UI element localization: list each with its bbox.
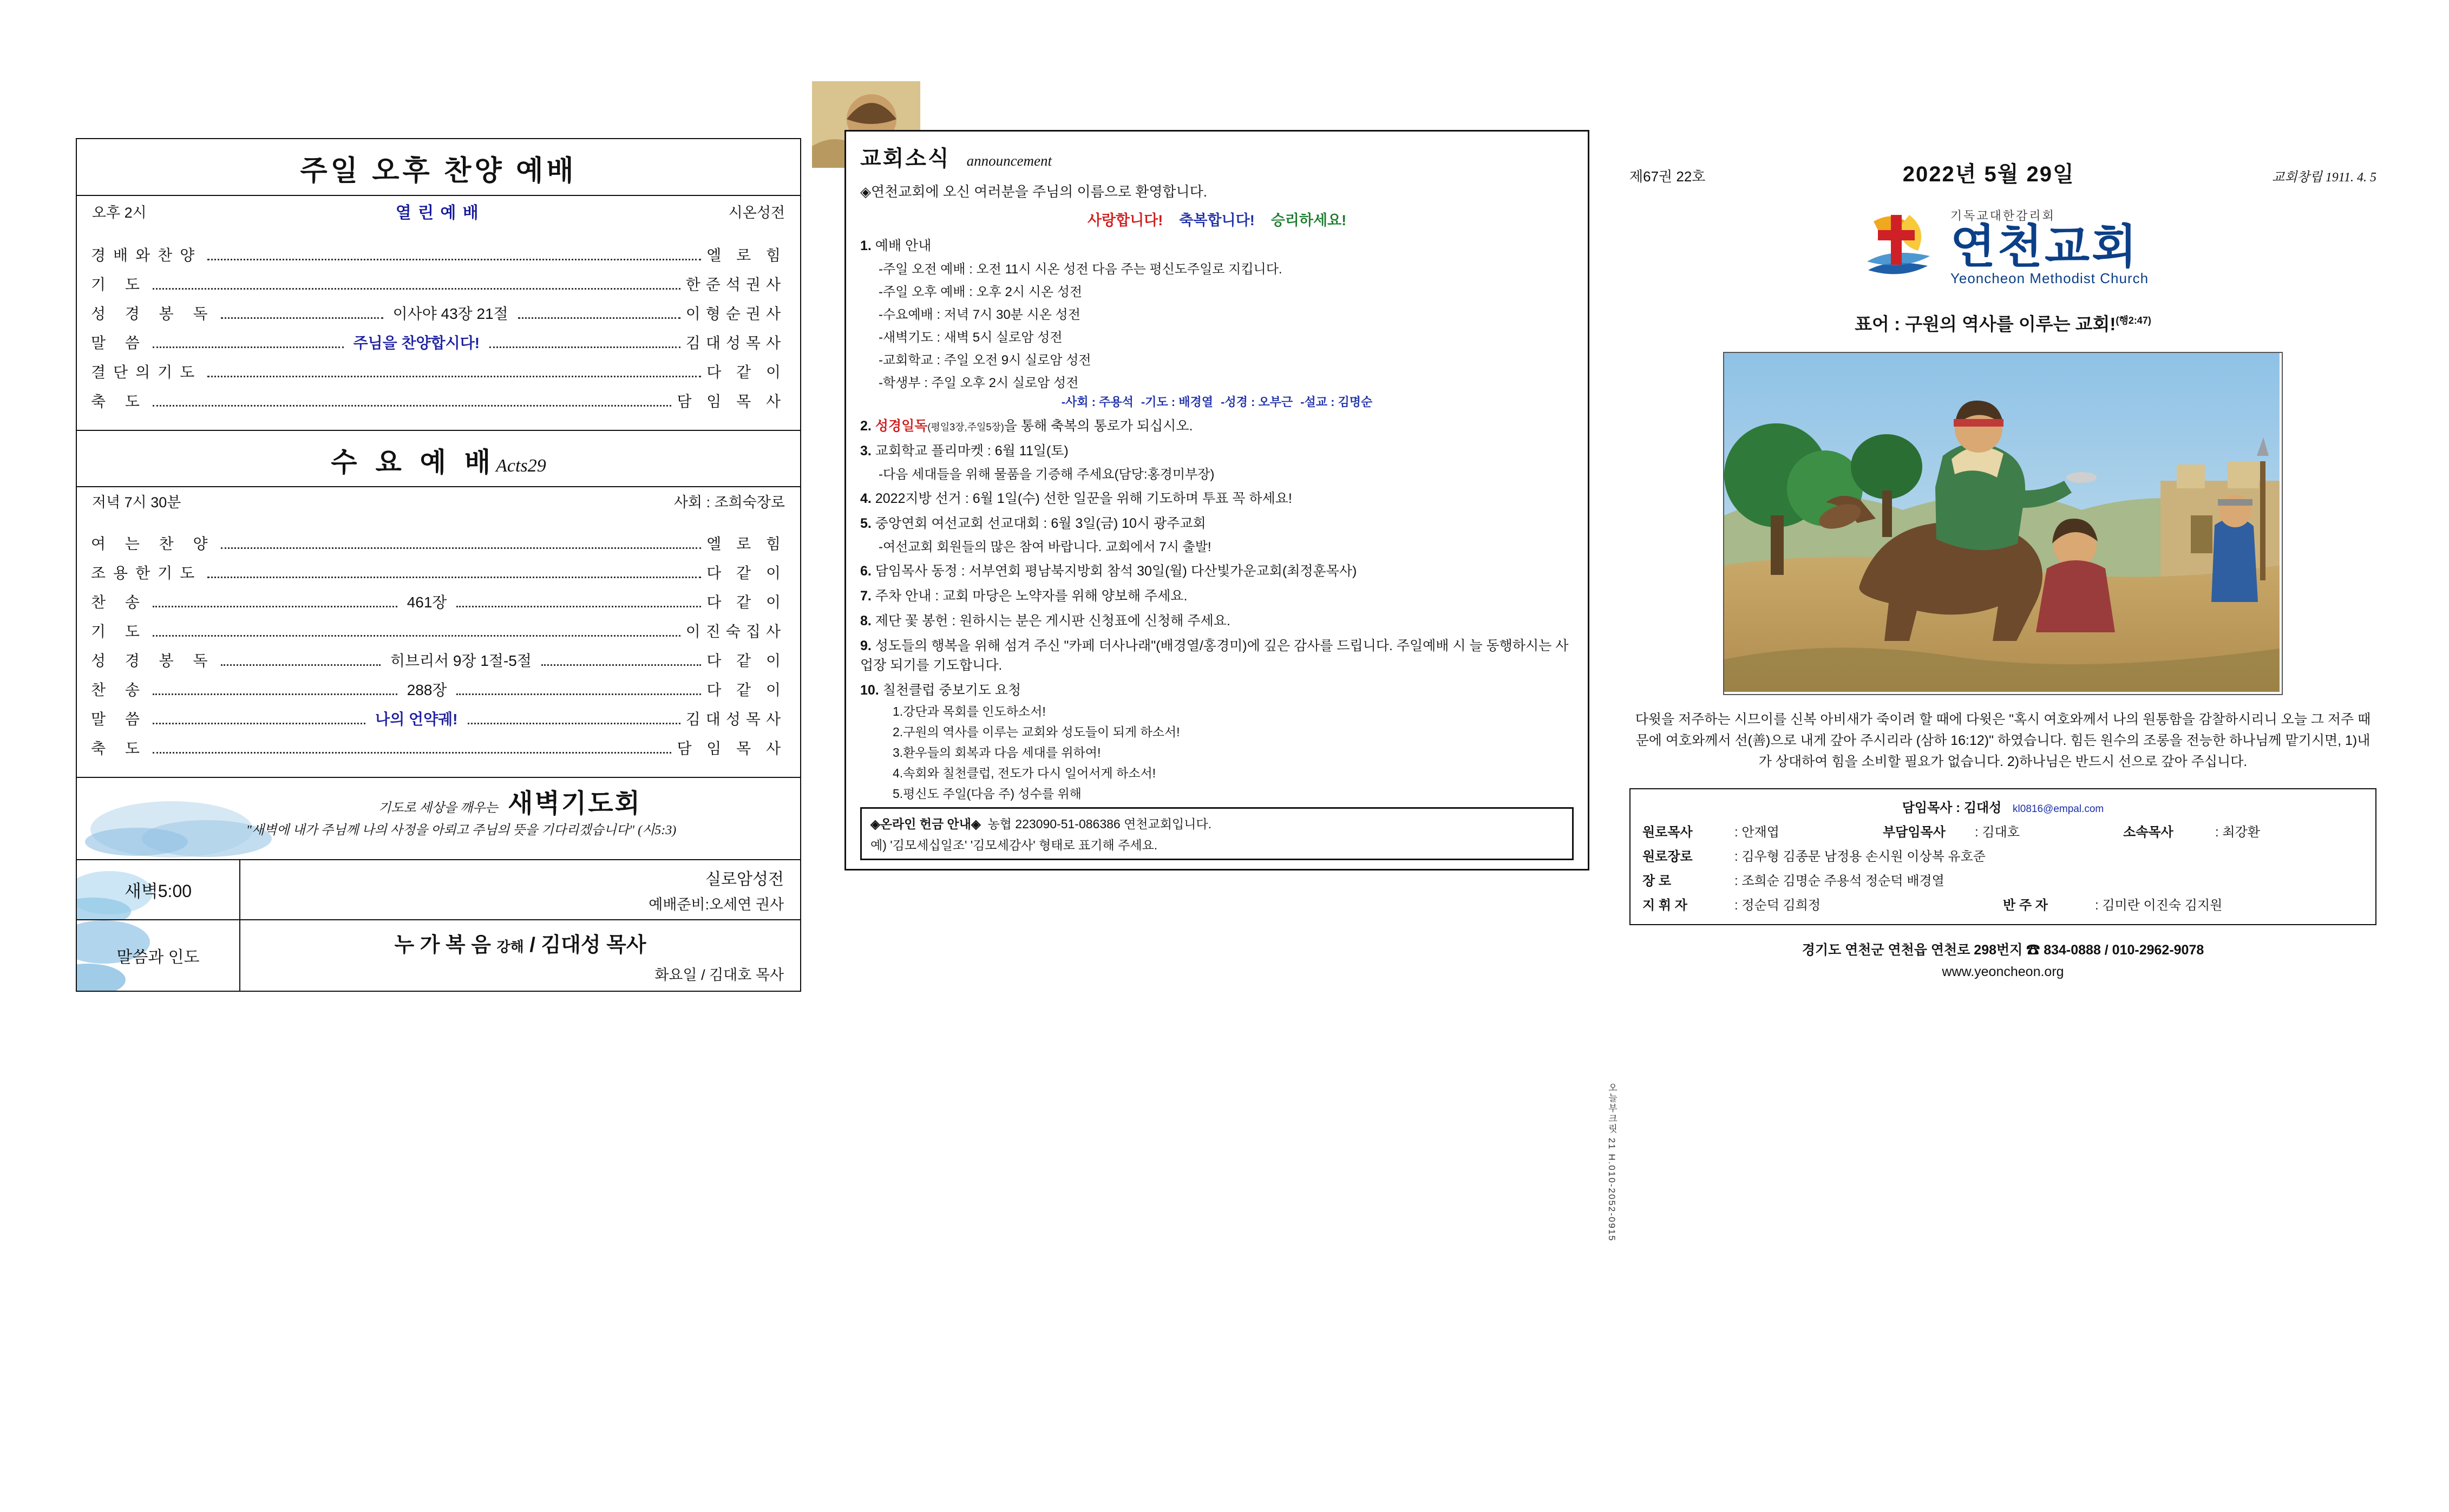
order-person: 한준석권사 bbox=[685, 276, 786, 293]
announcement-prayer-line: 5.평신도 주일(다음 주) 성수를 위해 bbox=[893, 787, 1082, 801]
order-line bbox=[91, 591, 786, 612]
staff-contact-box bbox=[1629, 788, 2376, 925]
order-line bbox=[91, 532, 786, 554]
dawn-prayer-box bbox=[76, 778, 801, 992]
announcement-sub-line: -수요예배 : 저녁 7시 30분 시온 성전 bbox=[879, 307, 1081, 322]
order-label: 축 도 bbox=[91, 393, 147, 410]
wednesday-service-box bbox=[76, 431, 801, 778]
order-line bbox=[91, 244, 786, 265]
staff-role: 원로목사 bbox=[1642, 825, 1693, 840]
announcement-item-title: 2022지방 선거 : 6월 1일(수) 선한 일꾼을 위해 기도하며 투표 꼭 하세요! bbox=[875, 491, 1292, 506]
service1-order-list bbox=[77, 228, 800, 430]
order-person: 다 같 이 bbox=[706, 682, 787, 698]
order-center: 461장 bbox=[407, 594, 447, 611]
order-label: 결단의기도 bbox=[91, 364, 202, 381]
order-dots bbox=[153, 606, 397, 607]
service1-time: 오후 2시 bbox=[92, 204, 147, 221]
announcement-item-title: 성경일독 bbox=[875, 418, 928, 434]
announcement-sub-line: -교회학교 : 주일 오전 9시 실로암 성전 bbox=[879, 353, 1091, 368]
announcement-item-title: 중앙연회 여선교회 선교대회 : 6월 3일(금) 10시 광주교회 bbox=[875, 516, 1206, 531]
announcement-item-title: 담임목사 동정 : 서부연회 평남북지방회 참석 30일(월) 다산빛가운교회(최정훈목사) bbox=[875, 564, 1357, 579]
order-line bbox=[91, 708, 786, 729]
dawn-time: 새벽5:00 bbox=[77, 860, 240, 919]
left-panel bbox=[76, 138, 801, 992]
order-dots bbox=[207, 259, 701, 260]
announcement-item-number: 5. bbox=[860, 516, 875, 531]
online-offering-line1: 농협 223090-51-086386 연천교회입니다. bbox=[987, 817, 1212, 831]
motto-text: 표어 : 구원의 역사를 이루는 교회! bbox=[1855, 314, 2116, 334]
staff-role: 원로장로 bbox=[1642, 849, 1693, 865]
announcement-heading bbox=[860, 141, 1574, 172]
order-line bbox=[91, 678, 786, 700]
order-center: 나의 언약궤! bbox=[375, 711, 458, 728]
staff-names: : 안재엽 bbox=[1734, 825, 1779, 840]
dawn-time-row bbox=[77, 859, 800, 919]
dawn-message-block bbox=[240, 920, 800, 991]
service-role: -사회 : 주용석 bbox=[1061, 395, 1134, 409]
announcement-item bbox=[860, 679, 1574, 802]
service1-title: 주일 오후 찬양 예배 bbox=[300, 155, 577, 187]
announcement-sub-line: -주일 오전 예배 : 오전 11시 시온 성전 다음 주는 평신도주일로 지킵니다. bbox=[879, 262, 1282, 277]
issue-date: 2022년 5월 29일 bbox=[1902, 162, 2075, 186]
order-dots bbox=[456, 606, 701, 607]
order-person: 엘 로 힘 bbox=[706, 247, 786, 264]
staff-role: 지 휘 자 bbox=[1642, 898, 1687, 913]
dawn-place: 실로암성전 bbox=[705, 870, 784, 888]
order-dots bbox=[153, 723, 365, 724]
announcement-sub-line: -새벽기도 : 새벽 5시 실로암 성전 bbox=[879, 330, 1063, 345]
online-offering-box bbox=[860, 807, 1574, 860]
order-line bbox=[91, 331, 786, 353]
dawn-prep: 예배준비:오세연 권사 bbox=[649, 896, 784, 913]
order-label: 말 씀 bbox=[91, 711, 147, 728]
order-dots bbox=[518, 317, 680, 319]
announcement-item-title: 성도들의 행복을 위해 섬겨 주신 "카페 더사나래"(배경열/홍경미)에 깊은 감사를 드립니다. 주일예배 시 늘 동행하시는 사업장 되기를 기도합니다. bbox=[860, 638, 1569, 673]
order-person: 이형순권사 bbox=[685, 305, 786, 322]
order-dots bbox=[541, 664, 701, 666]
service-role: -설교 : 김명순 bbox=[1300, 395, 1373, 409]
order-dots bbox=[153, 693, 397, 695]
dawn-kicker: 기도로 세상을 깨우는 bbox=[378, 801, 498, 815]
dawn-place-block bbox=[240, 860, 800, 919]
order-line bbox=[91, 649, 786, 671]
motto-ref: (행2:47) bbox=[2116, 315, 2151, 326]
service2-title: 수 요 예 배 bbox=[331, 447, 496, 477]
order-dots bbox=[153, 288, 680, 290]
motto bbox=[1629, 310, 2376, 336]
staff-row bbox=[1642, 846, 2363, 865]
announcement-prayer-line: 2.구원의 역사를 이루는 교회와 성도들이 되게 하소서! bbox=[893, 725, 1180, 739]
order-center: 주님을 찬양합시다! bbox=[353, 335, 480, 351]
welcome-text: ◈연천교회에 오신 여러분을 주님의 이름으로 환영합니다. bbox=[860, 184, 1208, 200]
order-line bbox=[91, 737, 786, 758]
dawn-title: 새벽기도회 bbox=[508, 789, 641, 818]
staff-names: : 김대호 bbox=[1975, 825, 2020, 840]
service2-leader: 사회 : 조희숙장로 bbox=[673, 494, 785, 510]
staff-row bbox=[1642, 870, 2363, 889]
dawn-book-kind: 강해 bbox=[496, 939, 524, 955]
announcement-item-number: 4. bbox=[860, 491, 875, 506]
dawn-sub: 화요일 / 김대호 목사 bbox=[654, 967, 784, 983]
announcement-item-number: 2. bbox=[860, 418, 875, 434]
order-label: 성 경 봉 독 bbox=[91, 305, 215, 322]
senior-pastor-email: kl0816@empal.com bbox=[2013, 803, 2104, 815]
cover-panel bbox=[1629, 157, 2376, 980]
volume-number: 제67권 22호 bbox=[1629, 168, 1706, 185]
announcement-sub-line: -여선교회 회원들의 많은 참여 바랍니다. 교회에서 7시 출발! bbox=[879, 540, 1212, 554]
order-dots bbox=[153, 346, 344, 348]
senior-pastor: 담임목사 : 김대성 bbox=[1902, 801, 2002, 816]
staff-role: 소속목사 bbox=[2123, 825, 2173, 840]
dawn-message-row bbox=[77, 919, 800, 991]
order-person: 다 같 이 bbox=[706, 594, 787, 611]
service2-title-sub: Acts29 bbox=[496, 456, 546, 476]
announcement-item-title: 교회학교 플리마켓 : 6월 11일(토) bbox=[875, 443, 1069, 459]
order-center: 히브리서 9장 1절-5절 bbox=[390, 652, 532, 669]
slogan-row bbox=[860, 208, 1574, 230]
service2-header-row bbox=[77, 487, 800, 517]
order-line bbox=[91, 361, 786, 382]
staff-row bbox=[1642, 894, 2363, 913]
announcement-item bbox=[860, 585, 1574, 605]
announcement-item-number: 3. bbox=[860, 443, 875, 459]
order-dots bbox=[468, 723, 680, 724]
order-dots bbox=[153, 752, 672, 754]
order-dots bbox=[207, 577, 701, 578]
announcement-item-number: 6. bbox=[860, 564, 875, 579]
announcement-item-number: 9. bbox=[860, 638, 875, 653]
church-name-en: Yeoncheon Methodist Church bbox=[1950, 270, 2149, 286]
order-center: 이사야 43장 21절 bbox=[392, 305, 508, 322]
cover-illustration bbox=[1723, 352, 2283, 695]
order-person: 이진숙집사 bbox=[685, 623, 786, 640]
order-person: 담 임 목 사 bbox=[677, 393, 786, 410]
order-dots bbox=[221, 317, 383, 319]
church-address: 경기도 연천군 연천읍 연천로 298번지 ☎ 834-0888 / 010-2962-9078 bbox=[1802, 942, 2204, 958]
order-label: 기 도 bbox=[91, 623, 147, 640]
announcement-item-title: 예배 안내 bbox=[875, 238, 932, 253]
order-center: 288장 bbox=[407, 682, 447, 698]
staff-names: : 조희순 김명순 주용석 정순덕 배경열 bbox=[1734, 874, 1944, 889]
announcement-item-title: 제단 꽃 봉헌 : 원하시는 분은 게시판 신청표에 신청해 주세요. bbox=[875, 613, 1230, 629]
service2-order-list bbox=[77, 517, 800, 777]
announcement-prayer-line: 1.강단과 목회를 인도하소서! bbox=[893, 704, 1046, 718]
order-person: 김대성목사 bbox=[685, 711, 786, 728]
service1-kind: 열 린 예 배 bbox=[395, 204, 480, 222]
announcement-item bbox=[860, 415, 1574, 435]
announcement-sub-line: -학생부 : 주일 오후 2시 실로암 성전 bbox=[879, 376, 1079, 390]
staff-names: : 김미란 이진숙 김지원 bbox=[2095, 898, 2223, 913]
announcement-item-title: 칠천클럽 중보기도 요청 bbox=[882, 683, 1021, 698]
order-label: 기 도 bbox=[91, 276, 147, 293]
announcement-item-number: 1. bbox=[860, 238, 875, 253]
side-print-code: 오늘부크릿 21 H.010-2052-0915 bbox=[1607, 1083, 1617, 1242]
order-label: 말 씀 bbox=[91, 335, 147, 351]
slogan-3: 승리하세요! bbox=[1271, 212, 1347, 228]
order-line bbox=[91, 620, 786, 642]
service2-time: 저녁 7시 30분 bbox=[92, 494, 181, 510]
order-label: 조용한기도 bbox=[91, 565, 202, 581]
order-line bbox=[91, 302, 786, 324]
order-line bbox=[91, 561, 786, 583]
order-dots bbox=[489, 346, 680, 348]
order-person: 다 같 이 bbox=[706, 364, 786, 381]
order-label: 찬 송 bbox=[91, 682, 147, 698]
staff-role: 장 로 bbox=[1642, 874, 1672, 889]
order-label: 여 는 찬 양 bbox=[91, 535, 215, 552]
order-dots bbox=[153, 405, 672, 407]
order-person: 다 같 이 bbox=[706, 652, 787, 669]
announcement-prayer-line: 4.속회와 칠천클럽, 전도가 다시 일어서게 하소서! bbox=[893, 766, 1156, 780]
service1-header-row bbox=[77, 196, 800, 228]
church-name-ko: 연천교회 bbox=[1950, 221, 2139, 273]
staff-names: : 정순덕 김희정 bbox=[1734, 898, 1821, 913]
order-dots bbox=[153, 635, 680, 637]
slogan-2: 축복합니다! bbox=[1179, 212, 1255, 228]
dawn-left-label: 말씀과 인도 bbox=[116, 948, 200, 966]
order-label: 축 도 bbox=[91, 740, 147, 757]
order-dots bbox=[456, 693, 701, 695]
order-label: 경배와찬양 bbox=[91, 247, 202, 264]
service-role: -기도 : 배경열 bbox=[1141, 395, 1213, 409]
staff-role: 부담임목사 bbox=[1883, 825, 1946, 840]
order-person: 엘 로 힘 bbox=[706, 535, 786, 552]
announcement-heading-ko: 교회소식 bbox=[860, 147, 951, 171]
order-label: 찬 송 bbox=[91, 594, 147, 611]
cross-logo-icon bbox=[1857, 206, 1939, 287]
slogan-1: 사랑합니다! bbox=[1087, 212, 1163, 228]
staff-role: 반 주 자 bbox=[2003, 898, 2048, 913]
announcement-prayer-line: 3.환우들의 회복과 다음 세대를 위하여! bbox=[893, 745, 1101, 760]
announcement-panel bbox=[844, 130, 1589, 870]
dawn-preacher: / 김대성 목사 bbox=[529, 934, 646, 957]
announcement-sub-line: -다음 세대들을 위해 물품을 기증해 주세요(담당:홍경미부장) bbox=[879, 467, 1215, 482]
order-label: 성 경 봉 독 bbox=[91, 652, 215, 669]
dawn-left-label-cell bbox=[77, 920, 240, 991]
order-dots bbox=[221, 547, 702, 549]
sunday-afternoon-service-box bbox=[76, 138, 801, 431]
dawn-verse: "새벽에 내가 주님께 나의 사정을 아뢰고 주님의 뜻을 기다리겠습니다" (시5:3) bbox=[246, 823, 677, 837]
founded-date: 교회창립 1911. 4. 5 bbox=[2272, 171, 2376, 185]
announcement-item bbox=[860, 610, 1574, 630]
church-logo bbox=[1629, 206, 2376, 287]
cover-verse: 다윗을 저주하는 시므이를 신복 아비새가 죽이려 할 때에 다윗은 "혹시 여호와께서 나의 원통함을 감찰하시리니 오늘 그 저주 때문에 여호와께서 선(善)으로 내게 갚아 주시리라 (삼하 16:12)" 하였습니다. 힘든 원수의 조롱을 전능한 하나님께 맡기시면, 1)내가 상대하여 힘을 소비할 필요가 없습니다. 2)하나님은 반드시 선으로 갚아 주십니다. bbox=[1635, 712, 2371, 769]
announcement-item-note: (평일3장,주일5장) bbox=[927, 422, 1004, 433]
staff-rows bbox=[1642, 821, 2363, 913]
announcement-item bbox=[860, 488, 1574, 507]
dawn-book: 누 가 복 음 bbox=[394, 934, 491, 957]
announcement-item-number: 10. bbox=[860, 683, 883, 698]
announcement-item-list bbox=[860, 235, 1574, 802]
order-dots bbox=[221, 664, 381, 666]
announcement-item bbox=[860, 235, 1574, 410]
announcement-item-number: 8. bbox=[860, 613, 875, 629]
online-offering-title: ◈온라인 헌금 안내◈ bbox=[870, 817, 981, 831]
staff-row bbox=[1642, 821, 2363, 840]
cover-header bbox=[1629, 157, 2376, 188]
announcement-item-number: 7. bbox=[860, 588, 875, 604]
announcement-sub-line: -주일 오후 예배 : 오후 2시 시온 성전 bbox=[879, 285, 1083, 299]
dawn-prayer-header bbox=[77, 778, 800, 859]
service1-place: 시온성전 bbox=[728, 204, 785, 221]
service-roles-row bbox=[860, 393, 1574, 410]
denomination-label: 기독교대한감리회 bbox=[1950, 209, 2055, 222]
staff-names: : 김우형 김종문 남정용 손시원 이상복 유호준 bbox=[1734, 849, 1986, 865]
announcement-heading-en: announcement bbox=[966, 153, 1052, 169]
announcement-item bbox=[860, 635, 1574, 674]
announcement-item bbox=[860, 440, 1574, 482]
online-offering-line2: 예) '김모세십일조' '김모세감사' 형태로 표기해 주세요. bbox=[870, 838, 1158, 852]
announcement-item bbox=[860, 560, 1574, 580]
announcement-item-title: 주차 안내 : 교회 마당은 노약자를 위해 양보해 주세요. bbox=[875, 588, 1188, 604]
order-line bbox=[91, 273, 786, 294]
church-website[interactable]: www.yeoncheon.org bbox=[1942, 964, 2064, 980]
announcement-item bbox=[860, 513, 1574, 555]
order-person: 담 임 목 사 bbox=[677, 740, 786, 757]
order-person: 김대성목사 bbox=[685, 335, 787, 351]
order-dots bbox=[207, 376, 701, 377]
order-line bbox=[91, 390, 786, 411]
david-shimei-illustration-icon bbox=[1724, 353, 2280, 692]
service-role: -성경 : 오부근 bbox=[1221, 395, 1293, 409]
staff-names: : 최강환 bbox=[2215, 825, 2260, 840]
announcement-item-title-tail: 을 통해 축복의 통로가 되십시오. bbox=[1004, 418, 1193, 434]
order-person: 다 같 이 bbox=[706, 565, 786, 581]
